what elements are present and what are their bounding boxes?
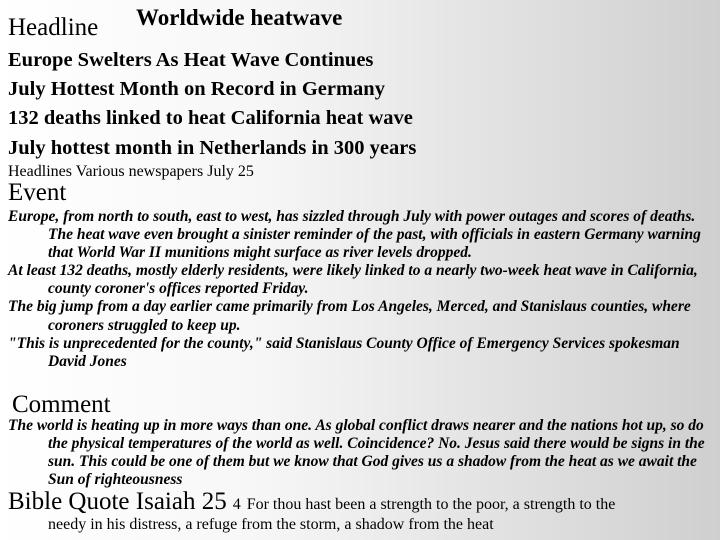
event-paragraph: The big jump from a day earlier came primarily from Los Angeles, Merced, and Stanislaus counties, where coroners struggled to keep up. [8, 298, 691, 334]
event-paragraph: At least 132 deaths, mostly elderly residents, were likely linked to a nearly two-week heat wave in California, county coroner's offices reported Friday. [8, 262, 698, 298]
event-text-block [8, 208, 714, 371]
slide-title: Worldwide heatwave [136, 5, 343, 30]
event-paragraph: Europe, from north to south, east to west, has sizzled through July with power outages and scores of deaths. The heat wave even brought a sinister reminder of the past, with officials in eastern Germany warning that World War II munitions might surface as river levels dropped. [8, 208, 701, 262]
headline-source-credit: Headlines Various newspapers July 25 [8, 163, 254, 180]
comment-text-block [8, 417, 714, 489]
event-label: Event [8, 179, 67, 206]
bible-quote-label: Bible Quote Isaiah 25 [8, 488, 227, 515]
headline-label: Headline [8, 14, 99, 41]
event-paragraph: "This is unprecedented for the county," said Stanislaus County Office of Emergency Services spokesman David Jones [8, 334, 680, 370]
headline-item: July hottest month in Netherlands in 300 years [8, 136, 417, 159]
comment-label: Comment [12, 391, 111, 418]
headline-list [8, 46, 416, 163]
headline-item: July Hottest Month on Record in Germany [8, 78, 385, 101]
verse-number: 4 [232, 496, 241, 513]
headline-item: 132 deaths linked to heat California heat wave [8, 107, 413, 130]
headline-item: Europe Swelters As Heat Wave Continues [8, 49, 374, 71]
verse-text: For thou hast been a strength to the poor, a strength to the [246, 496, 616, 513]
bible-quote [8, 489, 714, 518]
comment-paragraph: The world is heating up in more ways than one. As global conflict draws nearer and the nations hot up, so do the physical temperatures of the world as well. Coincidence? No. Jesus said there would be signs in the sun. This could be one of them but we know that God gives us a shadow from the heat as we await the Sun of righteousness [8, 417, 705, 489]
verse-text-continued: needy in his distress, a refuge from the storm, a shadow from the heat [48, 516, 494, 533]
